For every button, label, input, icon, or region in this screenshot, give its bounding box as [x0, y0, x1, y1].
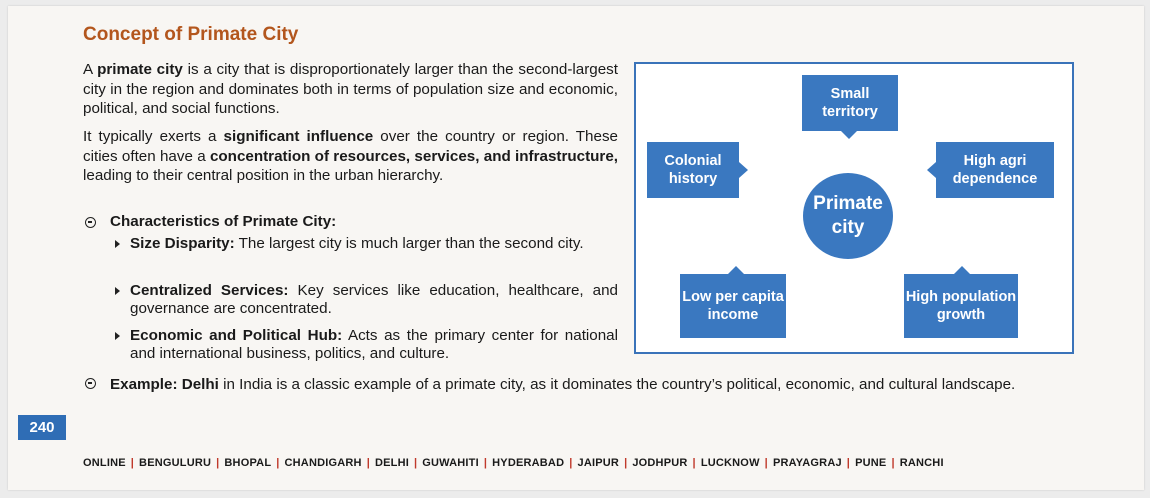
footer-city: ONLINE	[83, 457, 126, 469]
circle-bullet-icon	[85, 378, 96, 389]
footer-city: RANCHI	[899, 457, 944, 469]
box-pointer-icon	[954, 266, 970, 274]
footer-city: JODHPUR	[632, 457, 688, 469]
influence-paragraph: It typically exerts a significant influence over the country or region. These cities often have a concentration of resources, services, and infrastructure, leading to their central position in the urban hierarchy.	[83, 128, 619, 184]
section-title: Concept of Primate City	[83, 24, 299, 45]
characteristic-item: Economic and Political Hub: Acts as the primary center for national and international business, politics, and culture.	[130, 327, 619, 362]
box-colonial-history: Colonial history	[647, 142, 739, 198]
definition-paragraph: A primate city is a city that is disproportionately larger than the second-largest city in the region and dominates both in terms of population size and economic, political, and social functions.	[83, 61, 618, 117]
circle-bullet-icon	[85, 217, 96, 228]
characteristics-heading: Characteristics of Primate City:	[110, 213, 337, 230]
page-number: 240	[18, 415, 66, 440]
box-pointer-icon	[728, 266, 744, 274]
footer-city: BENGULURU	[139, 457, 212, 469]
footer-city: BHOPAL	[224, 457, 272, 469]
footer-city: GUWAHITI	[422, 457, 479, 469]
box-pointer-icon	[739, 162, 748, 178]
primate-city-circle: Primate city	[803, 173, 893, 259]
arrow-bullet-icon	[115, 240, 120, 248]
footer-city: PRAYAGRAJ	[772, 457, 842, 469]
footer-city-list: ONLINE | BENGULURU | BHOPAL | CHANDIGARH | DELHI | GUWAHITI | HYDERABAD | JAIPUR | JODHPUR | LUCKNOW | PRAYAGRAJ | PUNE | RANCHI	[83, 457, 944, 469]
footer-city: HYDERABAD	[492, 457, 565, 469]
box-small-territory: Small territory	[802, 75, 898, 131]
box-high-agri-dependence: High agri dependence	[936, 142, 1054, 198]
arrow-bullet-icon	[115, 287, 120, 295]
example-paragraph: Example: Delhi in India is a classic example of a primate city, as it dominates the country’s political, economic, and cultural landscape.	[110, 376, 1016, 393]
primate-city-diagram	[634, 62, 1074, 354]
box-pointer-icon	[927, 162, 936, 178]
box-low-per-capita-income: Low per capita income	[680, 274, 786, 338]
characteristic-item: Size Disparity: The largest city is much larger than the second city.	[130, 235, 584, 252]
arrow-bullet-icon	[115, 332, 120, 340]
footer-city: JAIPUR	[577, 457, 620, 469]
footer-city: DELHI	[374, 457, 409, 469]
box-high-population-growth: High population growth	[904, 274, 1018, 338]
footer-city: CHANDIGARH	[284, 457, 362, 469]
characteristic-item: Centralized Services: Key services like education, healthcare, and governance are concentrated.	[130, 282, 618, 317]
box-pointer-icon	[841, 131, 857, 139]
footer-city: LUCKNOW	[700, 457, 760, 469]
footer-city: PUNE	[855, 457, 887, 469]
